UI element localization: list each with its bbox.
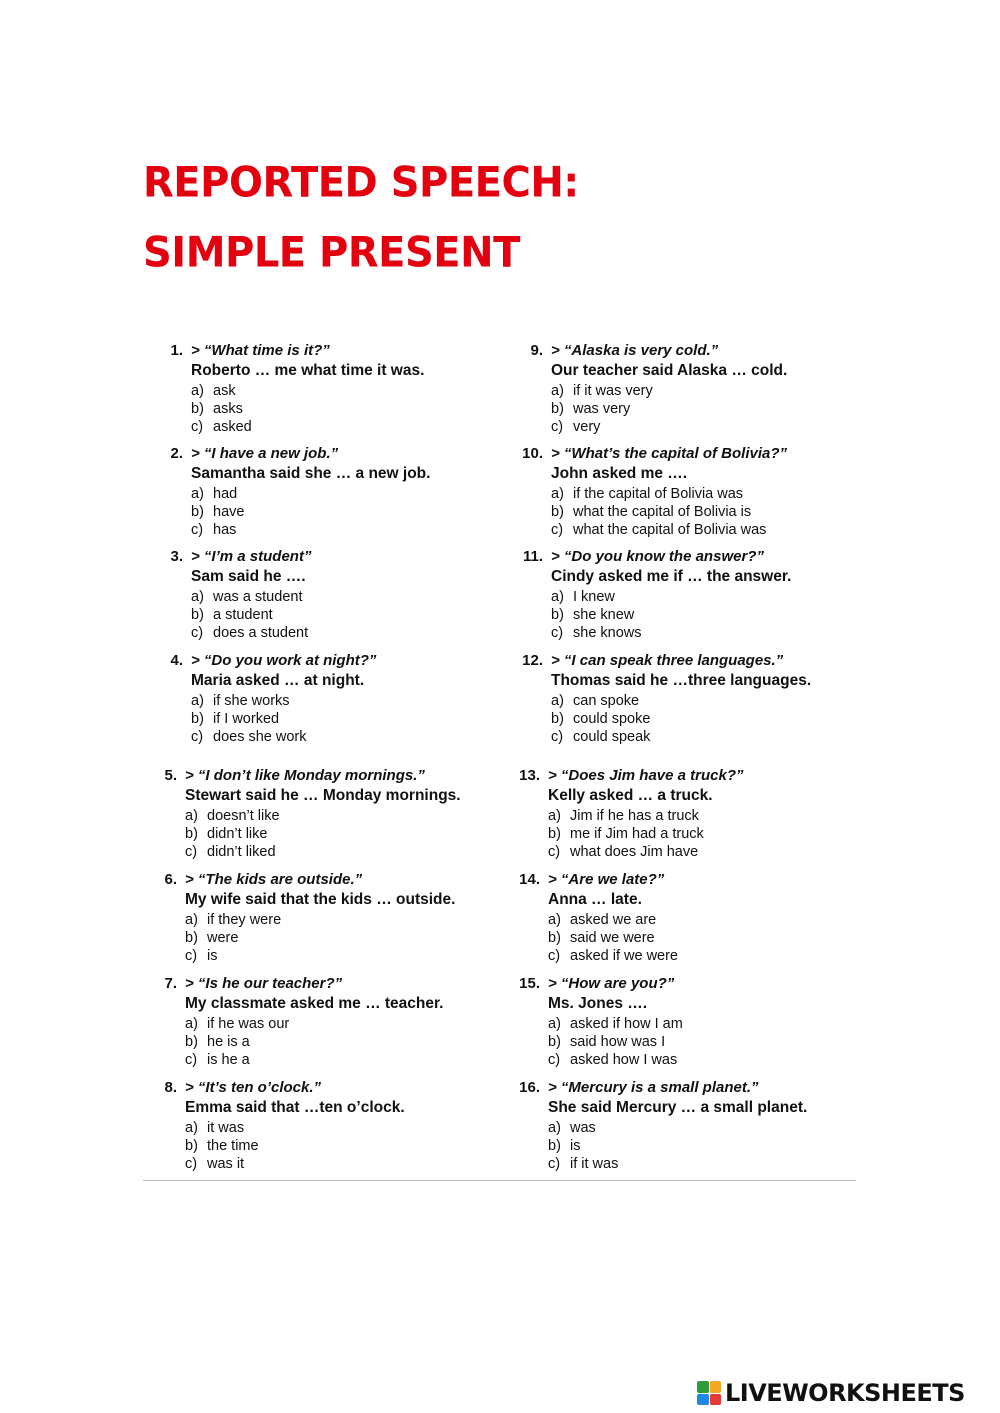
answer-option[interactable] <box>548 1015 888 1033</box>
option-letter: c) <box>548 1052 561 1069</box>
option-text: asked if we were <box>570 948 678 965</box>
answer-option[interactable] <box>185 1119 525 1137</box>
question-number: 12. <box>522 652 543 669</box>
option-text: had <box>213 486 238 502</box>
answer-option[interactable] <box>548 825 888 843</box>
answer-option[interactable] <box>185 1051 525 1069</box>
option-letter: a) <box>551 486 564 502</box>
option-text: were <box>207 930 239 947</box>
question-prompt: > “I can speak three languages.” <box>551 652 784 669</box>
answer-option[interactable] <box>548 1137 888 1155</box>
answer-options <box>548 807 888 862</box>
option-text: what the capital of Bolivia was <box>573 522 767 539</box>
option-text: could spoke <box>573 711 651 728</box>
worksheet-subtitle: SIMPLE PRESENT <box>143 228 520 278</box>
answer-option[interactable] <box>548 1051 888 1069</box>
option-letter: a) <box>185 1016 198 1032</box>
question-stem: Ms. Jones …. <box>548 995 648 1012</box>
option-text: is <box>207 948 218 965</box>
question-number: 10. <box>522 445 543 462</box>
answer-options <box>551 588 891 643</box>
question-stem: Roberto … me what time it was. <box>191 362 425 379</box>
answer-option[interactable] <box>548 843 888 861</box>
option-letter: c) <box>191 522 204 539</box>
question-prompt: > “What’s the capital of Bolivia?” <box>551 445 788 462</box>
question-item <box>522 547 891 643</box>
question-number: 11. <box>522 548 543 565</box>
question-item <box>522 444 891 540</box>
question-number: 7. <box>164 975 177 992</box>
answer-option[interactable] <box>191 728 531 746</box>
question-number: 6. <box>164 871 177 888</box>
option-text: a student <box>213 607 273 624</box>
option-letter: a) <box>548 912 561 928</box>
option-letter: b) <box>551 401 564 418</box>
answer-option[interactable] <box>185 843 525 861</box>
answer-option[interactable] <box>185 807 525 825</box>
question-item <box>170 651 531 747</box>
option-letter: b) <box>191 607 204 624</box>
answer-options <box>548 911 888 966</box>
answer-options <box>191 485 531 540</box>
question-stem: Maria asked … at night. <box>191 672 365 689</box>
question-item <box>519 870 888 966</box>
option-letter: c) <box>548 948 561 965</box>
answer-option[interactable] <box>185 947 525 965</box>
question-item <box>164 974 525 1070</box>
question-stem: My classmate asked me … teacher. <box>185 995 444 1012</box>
option-letter: b) <box>548 930 561 947</box>
option-text: can spoke <box>573 693 640 709</box>
option-letter: c) <box>191 729 204 746</box>
question-stem: Thomas said he …three languages. <box>551 672 812 689</box>
answer-option[interactable] <box>185 1137 525 1155</box>
logo-text: LIVEWORKSHEETS <box>725 1379 965 1407</box>
option-text: very <box>573 419 601 436</box>
question-stem: Emma said that …ten o’clock. <box>185 1099 405 1116</box>
option-text: if he was our <box>207 1016 290 1032</box>
question-number: 4. <box>170 652 183 669</box>
answer-option[interactable] <box>191 692 531 710</box>
option-text: he is a <box>207 1034 250 1051</box>
option-letter: c) <box>551 729 564 746</box>
answer-options <box>191 382 531 437</box>
answer-option[interactable] <box>548 1155 888 1173</box>
answer-option[interactable] <box>548 929 888 947</box>
answer-options <box>191 692 531 747</box>
answer-option[interactable] <box>548 947 888 965</box>
answer-option[interactable] <box>551 710 891 728</box>
option-text: didn’t like <box>207 826 268 843</box>
option-letter: b) <box>548 1034 561 1051</box>
option-letter: b) <box>191 711 204 728</box>
option-letter: b) <box>551 711 564 728</box>
question-number: 2. <box>170 445 183 462</box>
option-text: said we were <box>570 930 655 947</box>
question-stem: Cindy asked me if … the answer. <box>551 568 792 585</box>
answer-options <box>185 1015 525 1070</box>
answer-option[interactable] <box>191 710 531 728</box>
question-item <box>519 1078 888 1174</box>
answer-option[interactable] <box>191 606 531 624</box>
option-letter: c) <box>551 522 564 539</box>
option-letter: c) <box>185 1052 198 1069</box>
question-stem: Our teacher said Alaska … cold. <box>551 362 788 379</box>
answer-option[interactable] <box>551 521 891 539</box>
question-number: 13. <box>519 767 540 784</box>
answer-option[interactable] <box>185 911 525 929</box>
option-text: does she work <box>213 729 307 746</box>
question-prompt: > “I don’t like Monday mornings.” <box>185 767 425 784</box>
question-stem: Stewart said he … Monday mornings. <box>185 787 461 804</box>
question-number: 15. <box>519 975 540 992</box>
answer-option[interactable] <box>551 400 891 418</box>
option-text: she knows <box>573 625 642 642</box>
option-text: was <box>570 1120 596 1136</box>
option-text: if the capital of Bolivia was <box>573 486 744 502</box>
option-text: if it was <box>570 1156 619 1173</box>
option-text: me if Jim had a truck <box>570 826 704 843</box>
option-text: if they were <box>207 912 282 928</box>
answer-option[interactable] <box>191 624 531 642</box>
option-letter: a) <box>548 1016 561 1032</box>
option-letter: b) <box>185 1034 198 1051</box>
question-prompt: > “Is he our teacher?” <box>185 975 343 992</box>
answer-options <box>551 485 891 540</box>
question-prompt: > “Does Jim have a truck?” <box>548 767 744 784</box>
question-prompt: > “It’s ten o’clock.” <box>185 1079 322 1096</box>
question-stem: She said Mercury … a small planet. <box>548 1099 808 1116</box>
answer-option[interactable] <box>185 1155 525 1173</box>
question-item <box>164 870 525 966</box>
answer-option[interactable] <box>191 418 531 436</box>
answer-option[interactable] <box>548 1033 888 1051</box>
option-letter: c) <box>548 844 561 861</box>
answer-option[interactable] <box>548 911 888 929</box>
option-letter: a) <box>191 383 204 399</box>
answer-option[interactable] <box>191 588 531 606</box>
option-text: was very <box>573 401 631 418</box>
question-number: 1. <box>170 342 183 359</box>
option-text: ask <box>213 383 236 399</box>
answer-option[interactable] <box>551 588 891 606</box>
option-letter: a) <box>551 589 564 605</box>
answer-option[interactable] <box>551 606 891 624</box>
answer-option[interactable] <box>191 521 531 539</box>
option-text: asks <box>213 401 243 418</box>
answer-option[interactable] <box>191 503 531 521</box>
question-stem: John asked me …. <box>551 465 688 482</box>
question-prompt: > “I have a new job.” <box>191 445 339 462</box>
question-prompt: > “Do you work at night?” <box>191 652 377 669</box>
question-prompt: > “Alaska is very cold.” <box>551 342 719 359</box>
option-text: is <box>570 1138 581 1155</box>
question-stem: Kelly asked … a truck. <box>548 787 713 804</box>
question-item <box>522 651 891 747</box>
option-text: asked we are <box>570 912 657 928</box>
question-prompt: > “Mercury is a small planet.” <box>548 1079 759 1096</box>
question-item <box>170 341 531 437</box>
answer-option[interactable] <box>551 728 891 746</box>
question-prompt: > “What time is it?” <box>191 342 330 359</box>
option-text: have <box>213 504 245 521</box>
option-text: does a student <box>213 625 309 642</box>
logo-square-green <box>697 1381 709 1393</box>
option-letter: a) <box>185 808 198 824</box>
worksheet-title: REPORTED SPEECH: <box>143 158 579 208</box>
answer-options <box>185 1119 525 1174</box>
answer-option[interactable] <box>551 485 891 503</box>
option-letter: b) <box>185 826 198 843</box>
answer-option[interactable] <box>548 807 888 825</box>
answer-option[interactable] <box>185 929 525 947</box>
question-number: 8. <box>164 1079 177 1096</box>
option-text: what the capital of Bolivia is <box>573 504 752 521</box>
question-item <box>519 974 888 1070</box>
option-letter: c) <box>551 625 564 642</box>
question-prompt: > “I’m a student” <box>191 548 312 565</box>
answer-option[interactable] <box>551 382 891 400</box>
answer-options <box>548 1119 888 1174</box>
option-letter: c) <box>191 625 204 642</box>
question-number: 16. <box>519 1079 540 1096</box>
option-letter: c) <box>185 1156 198 1173</box>
option-text: I knew <box>573 589 615 605</box>
question-item <box>519 766 888 862</box>
question-item <box>170 444 531 540</box>
question-item <box>164 1078 525 1174</box>
option-text: is he a <box>207 1052 250 1069</box>
answer-option[interactable] <box>185 1033 525 1051</box>
option-text: if she works <box>213 693 290 709</box>
option-letter: a) <box>185 912 198 928</box>
option-text: what does Jim have <box>570 844 699 861</box>
answer-options <box>551 382 891 437</box>
option-text: if I worked <box>213 711 280 728</box>
question-prompt: > “Are we late?” <box>548 871 665 888</box>
logo-square-orange <box>710 1381 722 1393</box>
option-letter: b) <box>185 930 198 947</box>
question-stem: My wife said that the kids … outside. <box>185 891 456 908</box>
answer-options <box>185 911 525 966</box>
question-stem: Anna … late. <box>548 891 642 908</box>
option-text: asked if how I am <box>570 1016 683 1032</box>
option-text: said how was I <box>570 1034 666 1051</box>
answer-option[interactable] <box>191 400 531 418</box>
option-text: was it <box>207 1156 245 1173</box>
option-letter: c) <box>185 948 198 965</box>
answer-options <box>191 588 531 643</box>
answer-options <box>551 692 891 747</box>
option-text: was a student <box>213 589 303 605</box>
liveworksheets-logo <box>697 1378 965 1408</box>
option-letter: b) <box>191 401 204 418</box>
question-number: 3. <box>170 548 183 565</box>
answer-option[interactable] <box>551 692 891 710</box>
option-text: has <box>213 522 237 539</box>
option-letter: a) <box>548 808 561 824</box>
option-text: it was <box>207 1120 245 1136</box>
option-letter: a) <box>191 589 204 605</box>
option-letter: c) <box>548 1156 561 1173</box>
logo-square-red <box>710 1394 722 1406</box>
answer-option[interactable] <box>551 624 891 642</box>
question-number: 14. <box>519 871 540 888</box>
answer-option[interactable] <box>185 825 525 843</box>
option-letter: a) <box>548 1120 561 1136</box>
answer-options <box>548 1015 888 1070</box>
option-letter: c) <box>551 419 564 436</box>
option-letter: a) <box>191 486 204 502</box>
question-item <box>530 341 891 437</box>
question-number: 9. <box>530 342 543 359</box>
liveworksheets-logo-icon <box>697 1381 721 1405</box>
option-letter: a) <box>551 693 564 709</box>
option-text: if it was very <box>573 383 653 399</box>
option-text: didn’t liked <box>207 844 276 861</box>
option-text: doesn’t like <box>207 808 280 824</box>
answer-option[interactable] <box>185 1015 525 1033</box>
option-letter: b) <box>185 1138 198 1155</box>
answer-option[interactable] <box>551 503 891 521</box>
question-prompt: > “Do you know the answer?” <box>551 548 764 565</box>
option-letter: c) <box>191 419 204 436</box>
logo-square-blue <box>697 1394 709 1406</box>
option-letter: c) <box>185 844 198 861</box>
answer-option[interactable] <box>191 485 531 503</box>
option-letter: b) <box>551 504 564 521</box>
option-letter: a) <box>191 693 204 709</box>
option-letter: a) <box>551 383 564 399</box>
answer-option[interactable] <box>548 1119 888 1137</box>
option-text: asked <box>213 419 252 436</box>
option-text: could speak <box>573 729 651 746</box>
question-stem: Sam said he …. <box>191 568 306 585</box>
option-letter: b) <box>191 504 204 521</box>
question-number: 5. <box>164 767 177 784</box>
answer-option[interactable] <box>551 418 891 436</box>
option-letter: a) <box>185 1120 198 1136</box>
option-text: the time <box>207 1138 259 1155</box>
option-letter: b) <box>548 826 561 843</box>
option-letter: b) <box>551 607 564 624</box>
option-text: she knew <box>573 607 635 624</box>
answer-options <box>185 807 525 862</box>
option-text: Jim if he has a truck <box>570 808 699 824</box>
option-text: asked how I was <box>570 1052 678 1069</box>
question-stem: Samantha said she … a new job. <box>191 465 431 482</box>
divider-line <box>143 1180 856 1181</box>
question-item <box>170 547 531 643</box>
answer-option[interactable] <box>191 382 531 400</box>
question-prompt: > “The kids are outside.” <box>185 871 363 888</box>
question-item <box>164 766 525 862</box>
option-letter: b) <box>548 1138 561 1155</box>
question-prompt: > “How are you?” <box>548 975 675 992</box>
